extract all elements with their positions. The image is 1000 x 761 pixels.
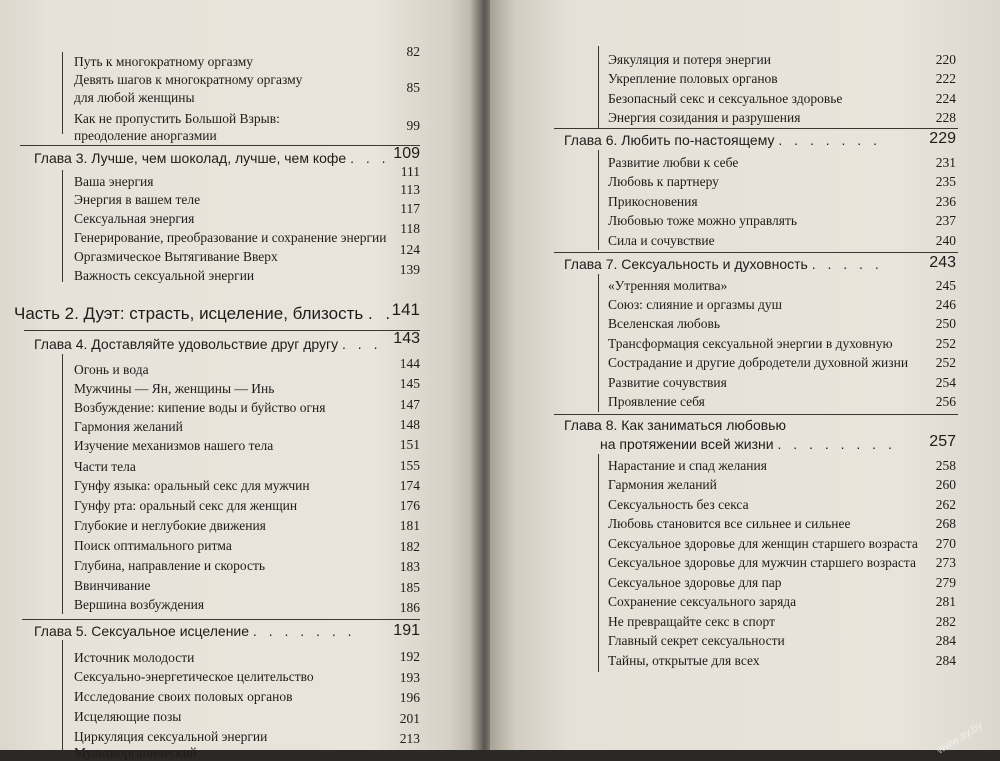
toc-entry: Сексуальное здоровье для мужчин старшего возраста (608, 555, 916, 570)
toc-page-number: 260 (935, 477, 956, 492)
toc-page-number: 252 (935, 336, 956, 351)
toc-entry: «Утренняя молитва» (608, 278, 728, 293)
toc-page-number: 228 (935, 110, 956, 125)
chapter-8-title-continued: на протяжении всей жизни . . . . . . . . (600, 436, 896, 452)
chapter-rule (20, 145, 420, 146)
toc-page-number: 284 (935, 653, 956, 668)
chapter-3-title: Глава 3. Лучше, чем шоколад, лучше, чем кофе . . . (34, 150, 390, 166)
toc-entry: Главный секрет сексуальности (608, 633, 785, 648)
toc-page-number: 155 (399, 458, 420, 473)
chapter-3-page: 109 (393, 145, 420, 162)
toc-page-number: 196 (399, 690, 420, 705)
toc-entry: Прикосновения (608, 194, 698, 209)
toc-entry: Ввинчивание (74, 578, 151, 593)
toc-page-number: 258 (935, 458, 956, 473)
toc-entry: Вершина возбуждения (74, 597, 205, 612)
toc-entry: Сила и сочувствие (608, 233, 715, 248)
toc-page-number: 268 (935, 516, 956, 531)
toc-entry: Развитие любви к себе (608, 155, 739, 170)
toc-entry: Изучение механизмов нашего тела (74, 438, 274, 453)
chapter-8-page: 257 (929, 433, 956, 450)
toc-entry: Мужчины — Ян, женщины — Инь (74, 381, 275, 396)
toc-page-number: 213 (399, 731, 420, 746)
toc-page-number: 147 (399, 397, 420, 412)
toc-entry-continued: для любой женщины (74, 90, 195, 105)
toc-page-number: 151 (399, 437, 420, 452)
toc-entry: Не превращайте секс в спорт (608, 614, 776, 629)
toc-page-number: 182 (399, 539, 420, 554)
toc-entry: Глубокие и неглубокие движения (74, 518, 266, 533)
toc-entry: Сексуальность без секса (608, 497, 749, 512)
toc-entry: Ваша энергия (74, 174, 154, 189)
toc-entry: Проявление себя (608, 394, 705, 409)
toc-entry: Оргазмическое Вытягивание Вверх (74, 249, 278, 264)
chapter-rule (554, 252, 958, 253)
toc-page-number: 220 (935, 52, 956, 67)
toc-entry: Сострадание и другие добродетели духовной жизни (608, 355, 909, 370)
toc-entry-continued: преодоление аноргазмии (74, 128, 217, 143)
toc-entry: Любовью тоже можно управлять (608, 213, 798, 228)
toc-page-number: 118 (400, 221, 420, 236)
toc-page-number: 85 (406, 80, 420, 95)
section-rule (62, 354, 63, 614)
toc-entry: Гармония желаний (74, 419, 183, 434)
section-rule (598, 150, 599, 250)
watermark: www.ay.by (934, 719, 986, 757)
toc-page-number: 279 (935, 575, 956, 590)
toc-page-number: 246 (935, 297, 956, 312)
toc-page-number: 145 (399, 376, 420, 391)
part-2-page: 141 (391, 300, 420, 319)
toc-page-number: 144 (399, 356, 420, 371)
section-rule (598, 274, 599, 412)
chapter-rule (554, 128, 958, 129)
left-page (0, 0, 478, 760)
chapter-rule (22, 619, 420, 620)
toc-entry: Гармония желаний (608, 477, 717, 492)
toc-page-number: 82 (406, 44, 420, 59)
toc-page-number: 181 (399, 518, 420, 533)
section-rule (62, 170, 63, 282)
toc-entry: Любовь к партнеру (608, 174, 719, 189)
toc-page-number: 284 (935, 633, 956, 648)
section-rule (62, 640, 63, 750)
toc-entry: Путь к многократному оргазму (74, 54, 254, 69)
chapter-rule (24, 330, 420, 331)
toc-page-number: 201 (399, 711, 420, 726)
section-rule (598, 46, 599, 128)
toc-page-number: 262 (935, 497, 956, 512)
chapter-rule (554, 414, 958, 415)
toc-entry: Огонь и вода (74, 362, 149, 377)
toc-page-number: 240 (935, 233, 956, 248)
toc-page-number: 222 (935, 71, 956, 86)
toc-entry: Тайны, открытые для всех (608, 653, 760, 668)
toc-page-number: 256 (935, 394, 956, 409)
toc-entry: Гунфу языка: оральный секс для мужчин (74, 478, 310, 493)
chapter-6-page: 229 (929, 130, 956, 147)
toc-entry: Как не пропустить Большой Взрыв: (74, 111, 280, 126)
toc-page-number: 117 (400, 201, 420, 216)
toc-page-number: 224 (935, 91, 956, 106)
toc-entry: Сексуальное здоровье для пар (608, 575, 782, 590)
toc-page-number: 270 (935, 536, 956, 551)
right-page (490, 0, 1000, 757)
toc-entry: Сексуально-энергетическое целительство (74, 669, 314, 684)
chapter-8-title: Глава 8. Как заниматься любовью (564, 417, 786, 433)
toc-page-number: 186 (399, 600, 420, 615)
toc-entry: Мультиорганический (74, 745, 197, 760)
toc-entry: Части тела (74, 459, 136, 474)
toc-page-number: 192 (399, 649, 420, 664)
toc-entry: Сексуальная энергия (74, 211, 195, 226)
toc-entry: Союз: слияние и оргазмы душ (608, 297, 783, 312)
toc-page-number: 174 (399, 478, 420, 493)
toc-page-number: 281 (935, 594, 956, 609)
toc-entry: Гунфу рта: оральный секс для женщин (74, 498, 298, 513)
toc-page-number: 245 (935, 278, 956, 293)
toc-page-number: 236 (935, 194, 956, 209)
toc-entry: Исцеляющие позы (74, 709, 182, 724)
toc-entry: Эякуляция и потеря энергии (608, 52, 771, 67)
toc-entry: Исследование своих половых органов (74, 689, 293, 704)
section-rule (62, 52, 63, 134)
toc-page-number: 282 (935, 614, 956, 629)
toc-entry: Поиск оптимального ритма (74, 538, 232, 553)
chapter-5-page: 191 (393, 622, 420, 639)
toc-page-number: 176 (399, 498, 420, 513)
toc-page-number: 183 (399, 559, 420, 574)
toc-page-number: 124 (399, 242, 420, 257)
chapter-5-title: Глава 5. Сексуальное исцеление . . . . . . . (34, 623, 356, 639)
toc-page-number: 148 (399, 417, 420, 432)
toc-page-number: 113 (400, 182, 420, 197)
section-rule (598, 454, 599, 672)
toc-entry: Сексуальное здоровье для женщин старшего возраста (608, 536, 918, 551)
toc-page-number: 185 (399, 580, 420, 595)
toc-entry: Безопасный секс и сексуальное здоровье (608, 91, 843, 106)
toc-page-number: 99 (406, 118, 420, 133)
toc-entry: Девять шагов к многократному оргазму (74, 72, 303, 87)
toc-page-number: 254 (935, 375, 956, 390)
toc-page-number: 252 (935, 355, 956, 370)
chapter-7-title: Глава 7. Сексуальность и духовность . . . . . (564, 256, 883, 272)
toc-entry: Укрепление половых органов (608, 71, 778, 86)
toc-entry: Трансформация сексуальной энергии в духовную (608, 336, 893, 351)
toc-entry: Генерирование, преобразование и сохранение энергии (74, 230, 387, 245)
toc-page-number: 235 (935, 174, 956, 189)
chapter-4-title: Глава 4. Доставляйте удовольствие друг другу . . . (34, 336, 382, 352)
toc-page-number: 111 (400, 164, 420, 179)
toc-entry: Энергия созидания и разрушения (608, 110, 801, 125)
toc-entry: Важность сексуальной энергии (74, 268, 255, 283)
toc-entry: Любовь становится все сильнее и сильнее (608, 516, 851, 531)
toc-page-number: 231 (935, 155, 956, 170)
chapter-4-page: 143 (393, 330, 420, 347)
toc-entry: Развитие сочувствия (608, 375, 727, 390)
toc-entry: Сохранение сексуального заряда (608, 594, 797, 609)
chapter-6-title: Глава 6. Любить по-настоящему . . . . . . . (564, 132, 881, 148)
part-2-title: Часть 2. Дуэт: страсть, исцеление, близость . . (14, 304, 395, 323)
toc-page-number: 139 (399, 262, 420, 277)
toc-entry: Энергия в вашем теле (74, 192, 201, 207)
toc-page-number: 237 (935, 213, 956, 228)
toc-page-number: 193 (399, 670, 420, 685)
toc-entry: Глубина, направление и скорость (74, 558, 266, 573)
toc-entry: Источник молодости (74, 650, 195, 665)
toc-entry: Циркуляция сексуальной энергии (74, 729, 268, 744)
toc-entry: Возбуждение: кипение воды и буйство огня (74, 400, 326, 415)
toc-page-number: 273 (935, 555, 956, 570)
toc-entry: Вселенская любовь (608, 316, 721, 331)
toc-page-number: 250 (935, 316, 956, 331)
toc-entry: Нарастание и спад желания (608, 458, 767, 473)
chapter-7-page: 243 (929, 254, 956, 271)
